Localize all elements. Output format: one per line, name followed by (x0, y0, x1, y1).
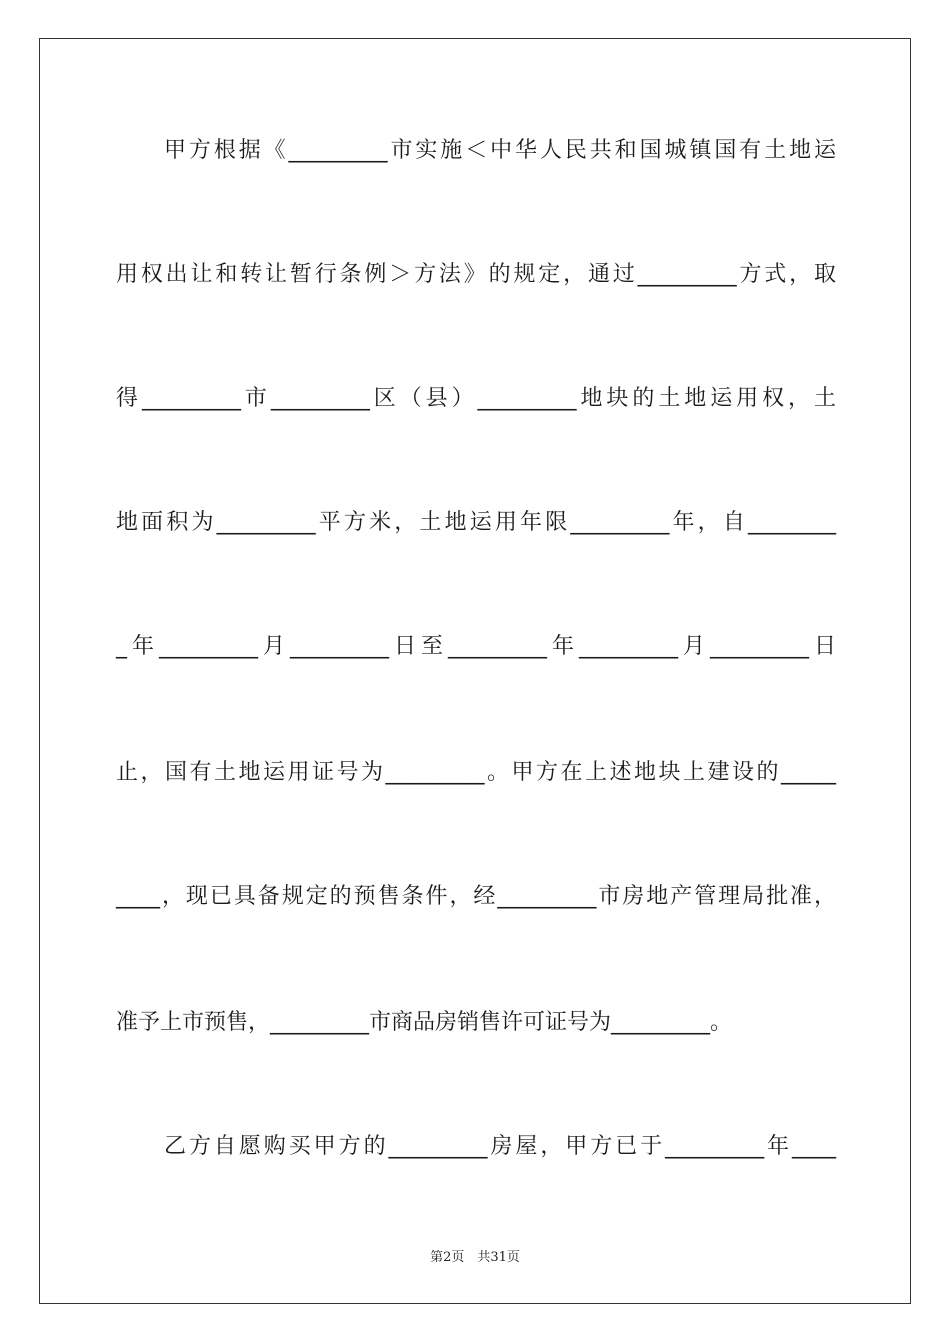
paragraph-line-7: ____，现已具备规定的预售条件，经_________市房地产管理局批准， (116, 884, 836, 909)
page-number-footer: 第2页 共31页 (430, 1250, 520, 1265)
paragraph-line-1: 甲方根据《_________市实施＜中华人民共和国城镇国有土地运 (164, 138, 836, 163)
paragraph2-line-1: 乙方自愿购买甲方的_________房屋，甲方已于_________年____ (164, 1134, 836, 1159)
paragraph-line-2: 用权出让和转让暂行条例＞方法》的规定，通过_________方式，取 (116, 262, 836, 287)
paragraph-line-4: 地面积为_________平方米，土地运用年限_________年，自________ (116, 510, 836, 535)
page-border (39, 38, 911, 1304)
paragraph-line-5: _年_________月_________日至_________年_________月_________日 (116, 634, 836, 659)
paragraph-line-6: 止，国有土地运用证号为_________。甲方在上述地块上建设的_____ (116, 760, 836, 785)
paragraph-line-3: 得_________市_________区（县）_________地块的土地运用权，土 (116, 386, 836, 411)
paragraph-line-8: 准予上市预售，_________市商品房销售许可证号为_________。 (116, 1010, 733, 1035)
